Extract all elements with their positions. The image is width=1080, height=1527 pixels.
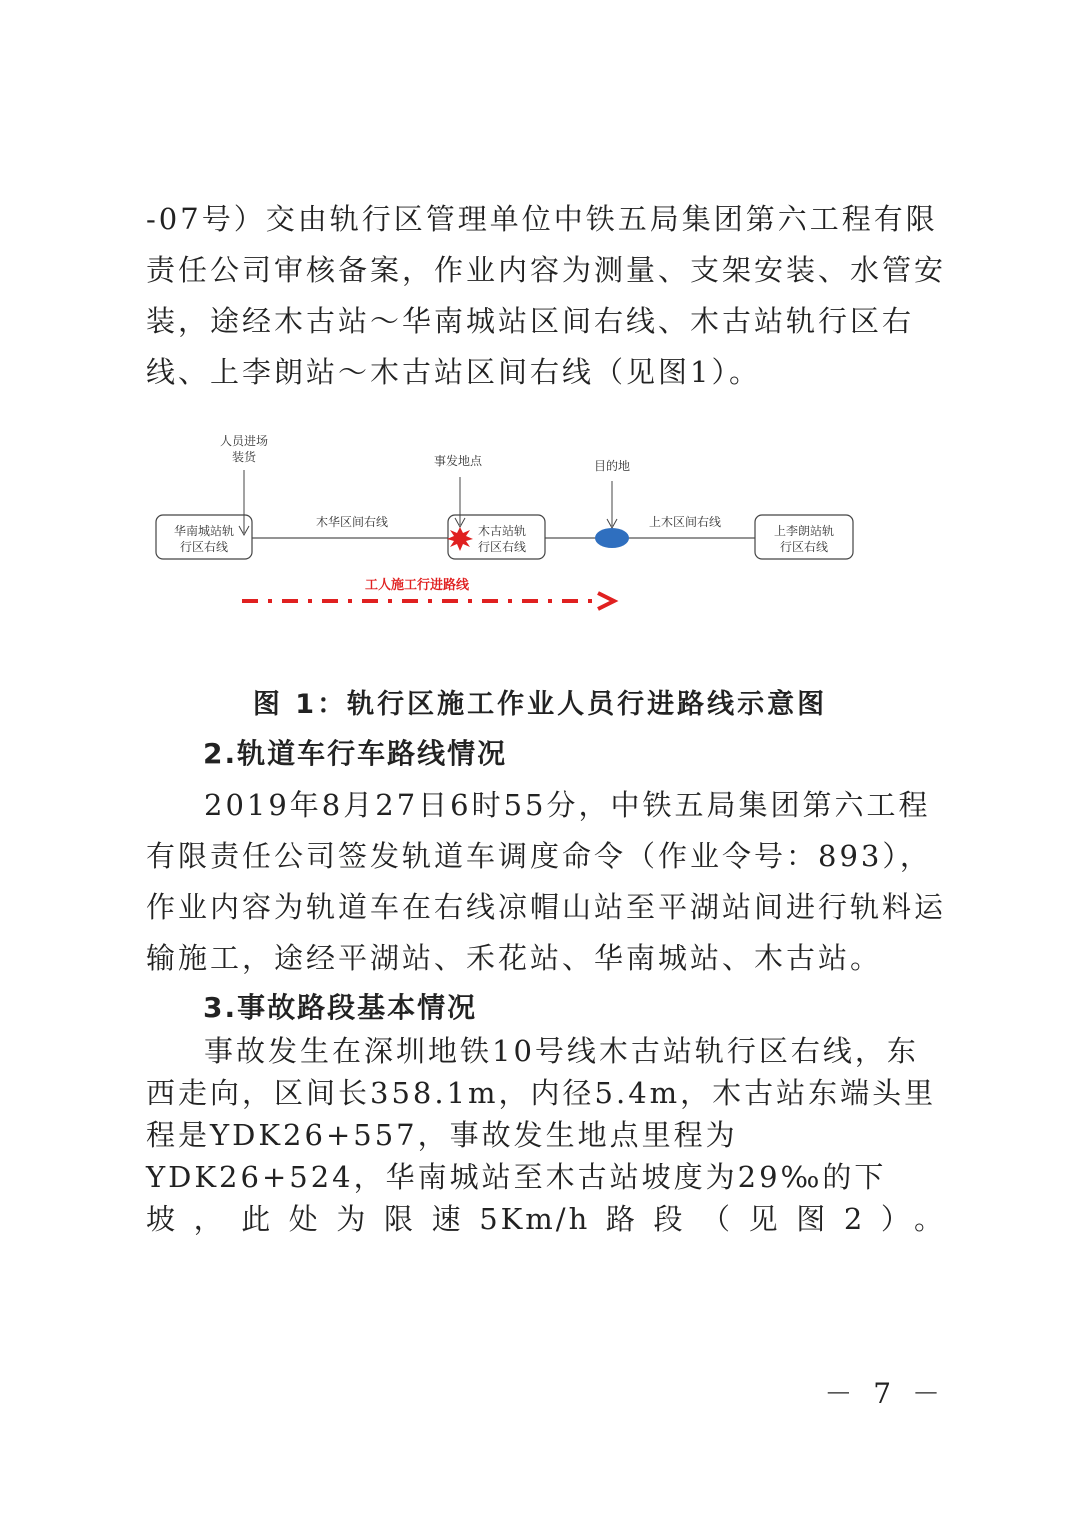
station-huanan-line1: 华南城站轨 (173, 524, 235, 538)
paragraph-intro: -07号）交由轨行区管理单位中铁五局集团第六工程有限责任公司审核备案，作业内容为测量、支架安装、水管安装，途经木古站～华南城站区间右线、木古站轨行区右线、上李朗站～木古站区间右线（见图1）。 (146, 202, 947, 389)
station-shangli-line2: 行区右线 (779, 540, 829, 554)
route-label: 工人施工行进路线 (364, 578, 470, 593)
station-mugu-line2: 行区右线 (477, 540, 527, 554)
destination-label: 目的地 (593, 459, 631, 473)
route-diagram (140, 425, 870, 625)
station-huanan-line2: 行区右线 (179, 540, 229, 554)
accident-label: 事发地点 (433, 454, 483, 468)
paragraph-accident-section: 事故发生在深圳地铁10号线木古站轨行区右线，东西走向，区间长358.1m，内径5.4m，木古站东端头里程是YDK26+557，事故发生地点里程为YDK26+524，华南城站至木古站坡度为29‰的下坡，此处为限速5Km/h路段（见图2）。 (146, 1034, 946, 1236)
entry-label-line2: 装货 (231, 450, 257, 464)
segment-muhua-label: 木华区间右线 (315, 515, 389, 529)
section-heading-3: 3.事故路段基本情况 (203, 991, 478, 1024)
segment-shangmu-label: 上木区间右线 (648, 515, 722, 529)
figure-caption: 图 1：轨行区施工作业人员行进路线示意图 (252, 689, 828, 720)
station-shangli-line1: 上李朗站轨 (773, 524, 835, 538)
page-number: － 7 － (824, 1377, 946, 1410)
destination-marker-icon (595, 528, 629, 548)
station-mugu-line1: 木古站轨 (477, 524, 527, 538)
route-arrow-head (598, 593, 614, 609)
section-heading-2: 2.轨道车行车路线情况 (203, 737, 508, 770)
entry-label-line1: 人员进场 (219, 434, 269, 448)
paragraph-rail-car-route: 2019年8月27日6时55分，中铁五局集团第六工程有限责任公司签发轨道车调度命令（作业令号：893），作业内容为轨道车在右线凉帽山站至平湖站间进行轨料运输施工，途经平湖站、禾花站、华南城站、木古站。 (146, 788, 947, 975)
